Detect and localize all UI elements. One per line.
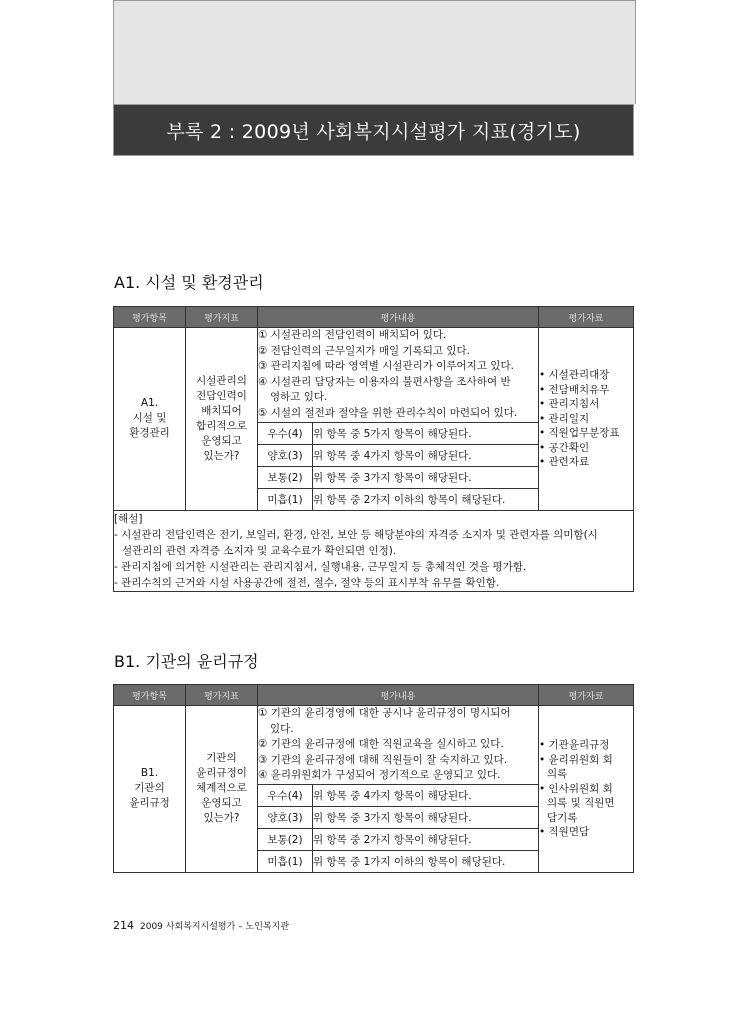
column-header: 평가내용 — [258, 685, 539, 706]
evaluation-table-a1 — [113, 306, 634, 592]
evaluation-content: ① 시설관리의 전담인력이 배치되어 있다. ② 전담인력의 근무일지가 매일 기록되고 있다. ③ 관리지침에 따라 영역별 시설관리가 이루어지고 있다. ④ 시설관리 담당자는 이용자의 불편사항을 조사하여 반 영하고 있다. ⑤ 시설의 절전과 절약을 위한 관리수칙이 마련되어 있다. — [258, 328, 539, 423]
evaluation-item: B1. 기관의 윤리규정 — [114, 706, 186, 873]
grade-label: 양호(3) — [258, 806, 313, 828]
evaluation-indicator: 시설관리의 전담인력이 배치되어 합리적으로 운영되고 있는가? — [186, 328, 258, 511]
grade-label: 우수(4) — [258, 784, 313, 806]
grade-description: 위 항목 중 2가지 이하의 항목이 해당된다. — [313, 488, 539, 510]
evaluation-materials: • 기관윤리규정 • 윤리위원회 회 의록 • 인사위원회 회 의록 및 직원면 담기록 • 직원면담 — [539, 706, 634, 873]
section-title-a1: A1. 시설 및 환경관리 — [114, 273, 264, 292]
grade-description: 위 항목 중 4가지 항목이 해당된다. — [313, 784, 539, 806]
table-row — [114, 328, 634, 423]
grade-label: 미흡(1) — [258, 850, 313, 872]
evaluation-indicator: 기관의 윤리규정이 체계적으로 운영되고 있는가? — [186, 706, 258, 873]
table-row — [114, 706, 634, 785]
section-title-b1: B1. 기관의 윤리규정 — [114, 652, 259, 671]
grade-description: 위 항목 중 3가지 항목이 해당된다. — [313, 466, 539, 488]
grade-description: 위 항목 중 1가지 이하의 항목이 해당된다. — [313, 850, 539, 872]
page-title: 부록 2 : 2009년 사회복지시설평가 지표(경기도) — [166, 120, 581, 143]
evaluation-item: A1. 시설 및 환경관리 — [114, 328, 186, 511]
grade-description: 위 항목 중 5가지 항목이 해당된다. — [313, 422, 539, 444]
column-header: 평가지표 — [186, 307, 258, 328]
grade-label: 양호(3) — [258, 444, 313, 466]
notes-row — [114, 510, 634, 591]
grade-description: 위 항목 중 4가지 항목이 해당된다. — [313, 444, 539, 466]
grade-label: 미흡(1) — [258, 488, 313, 510]
header-banner — [113, 104, 634, 156]
footer-text: 2009 사회복지시설평가 – 노인복지관 — [140, 922, 290, 932]
table-header-row — [114, 307, 634, 328]
explanation-notes: [해설] - 시설관리 전담인력은 전기, 보일러, 환경, 안전, 보안 등 해당분야의 자격증 소지자 및 관련자를 의미함(시 설관리의 관련 자격증 소지자 및 교육수료가 확인되면 인정). - 관리지침에 의거한 시설관리는 관리지침서, 실행내용, 근무일지 등 총체적인 것을 평가함. - 관리수칙의 근거와 시설 사용공간에 절전, 절수, 절약 등의 표시부착 유무를 확인함. — [114, 510, 634, 591]
column-header: 평가내용 — [258, 307, 539, 328]
column-header: 평가자료 — [539, 307, 634, 328]
page-footer — [113, 919, 289, 932]
evaluation-materials: • 시설관리대장 • 전담배치유무 • 관리지침서 • 관리일지 • 직원업무분장표 • 공간확인 • 관련자료 — [539, 328, 634, 511]
grade-description: 위 항목 중 3가지 항목이 해당된다. — [313, 806, 539, 828]
page-number: 214 — [113, 919, 134, 932]
header-banner-top — [113, 0, 636, 104]
grade-label: 보통(2) — [258, 466, 313, 488]
column-header: 평가자료 — [539, 685, 634, 706]
evaluation-table-b1 — [113, 684, 634, 873]
grade-label: 우수(4) — [258, 422, 313, 444]
table-header-row — [114, 685, 634, 706]
column-header: 평가지표 — [186, 685, 258, 706]
column-header: 평가항목 — [114, 307, 186, 328]
grade-description: 위 항목 중 2가지 항목이 해당된다. — [313, 828, 539, 850]
evaluation-content: ① 기관의 윤리경영에 대한 공시나 윤리규정이 명시되어 있다. ② 기관의 윤리규정에 대한 직원교육을 실시하고 있다. ③ 기관의 윤리규정에 대해 직원들이 잘 숙지하고 있다. ④ 윤리위원회가 구성되어 정기적으로 운영되고 있다. — [258, 706, 539, 785]
grade-label: 보통(2) — [258, 828, 313, 850]
column-header: 평가항목 — [114, 685, 186, 706]
